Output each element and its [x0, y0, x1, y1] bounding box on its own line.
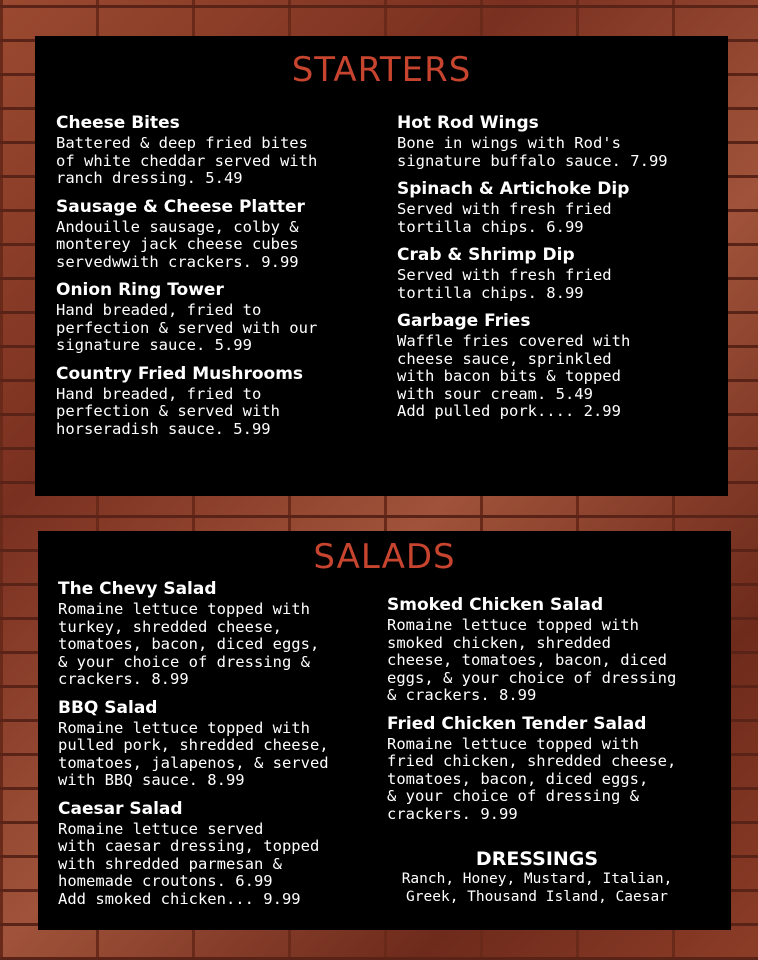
menu-item [58, 578, 388, 689]
dressings-line-1: Ranch, Honey, Mustard, Italian, [401, 871, 673, 887]
menu-item-name: Cheese Bites [56, 113, 180, 133]
menu-item-name: Crab & Shrimp Dip [397, 245, 575, 265]
dressings-line-2: Greek, Thousand Island, Caesar [406, 889, 668, 905]
menu-item [397, 244, 717, 302]
menu-item-name: Spinach & Artichoke Dip [397, 179, 630, 199]
salads-right-column [387, 594, 727, 831]
menu-item [397, 178, 717, 236]
menu-item-description: Served with fresh fried tortilla chips. 8.99 [397, 266, 612, 302]
menu-item-description: Served with fresh fried tortilla chips. 6.99 [397, 200, 612, 236]
menu-item-name: Hot Rod Wings [397, 113, 539, 133]
menu-item [387, 594, 727, 705]
menu-item [397, 112, 717, 170]
menu-item-description: Romaine lettuce topped with pulled pork, shredded cheese, tomatoes, jalapenos, & served with BBQ sauce. 8.99 [58, 718, 329, 789]
starters-left-column [56, 112, 386, 446]
menu-item-name: The Chevy Salad [58, 579, 217, 599]
menu-item [56, 112, 386, 188]
menu-item [56, 279, 386, 355]
menu-item-description: Romaine lettuce topped with smoked chicken, shredded cheese, tomatoes, bacon, diced eggs, & your choice of dressing & crackers. 8.99 [387, 616, 677, 704]
menu-item-description: Romaine lettuce topped with fried chicken, shredded cheese, tomatoes, bacon, diced eggs, & your choice of dressing & crackers. 9.99 [387, 734, 677, 823]
menu-item-description: Bone in wings with Rod's signature buffalo sauce. 7.99 [397, 134, 668, 170]
menu-item-name: BBQ Salad [58, 697, 158, 718]
starters-panel [35, 36, 728, 496]
menu-item-name: Caesar Salad [58, 798, 183, 819]
starters-right-column [397, 112, 717, 429]
menu-item [397, 310, 717, 421]
menu-item [58, 798, 388, 909]
menu-item-description: Andouille sausage, colby & monterey jack cheese cubes servedwwith crackers. 9.99 [56, 217, 299, 271]
menu-item-description: Hand breaded, fried to perfection & served with horseradish sauce. 5.99 [56, 384, 280, 438]
menu-item-description: Battered & deep fried bites of white cheddar served with ranch dressing. 5.49 [56, 134, 318, 187]
salads-panel [38, 531, 731, 930]
menu-item-name: Garbage Fries [397, 311, 531, 331]
menu-item-name: Smoked Chicken Salad [387, 595, 604, 615]
dressings-section [387, 848, 687, 906]
menu-item-description: Romaine lettuce served with caesar dressing, topped with shredded parmesan & homemade croutons. 6.99 Add smoked chicken... 9.99 [58, 819, 320, 908]
menu-item [58, 697, 388, 790]
salads-left-column [58, 578, 388, 916]
menu-item [387, 713, 727, 824]
menu-item-name: Country Fried Mushrooms [56, 363, 304, 384]
menu-item [56, 196, 386, 272]
menu-item-description: Waffle fries covered with cheese sauce, sprinkled with bacon bits & topped with sour cream. 5.49 Add pulled pork.... 2.99 [397, 332, 631, 420]
salads-title: SALADS [313, 537, 456, 577]
menu-item-name: Sausage & Cheese Platter [56, 196, 305, 217]
dressings-title: DRESSINGS [475, 848, 599, 870]
menu-item [56, 363, 386, 439]
menu-item-description: Hand breaded, fried to perfection & served with our signature sauce. 5.99 [56, 301, 318, 354]
menu-item-name: Fried Chicken Tender Salad [387, 713, 647, 734]
menu-item-name: Onion Ring Tower [56, 280, 224, 300]
menu-item-description: Romaine lettuce topped with turkey, shredded cheese, tomatoes, bacon, diced eggs, & your choice of dressing & crackers. 8.99 [58, 600, 320, 688]
starters-title: STARTERS [291, 50, 472, 90]
